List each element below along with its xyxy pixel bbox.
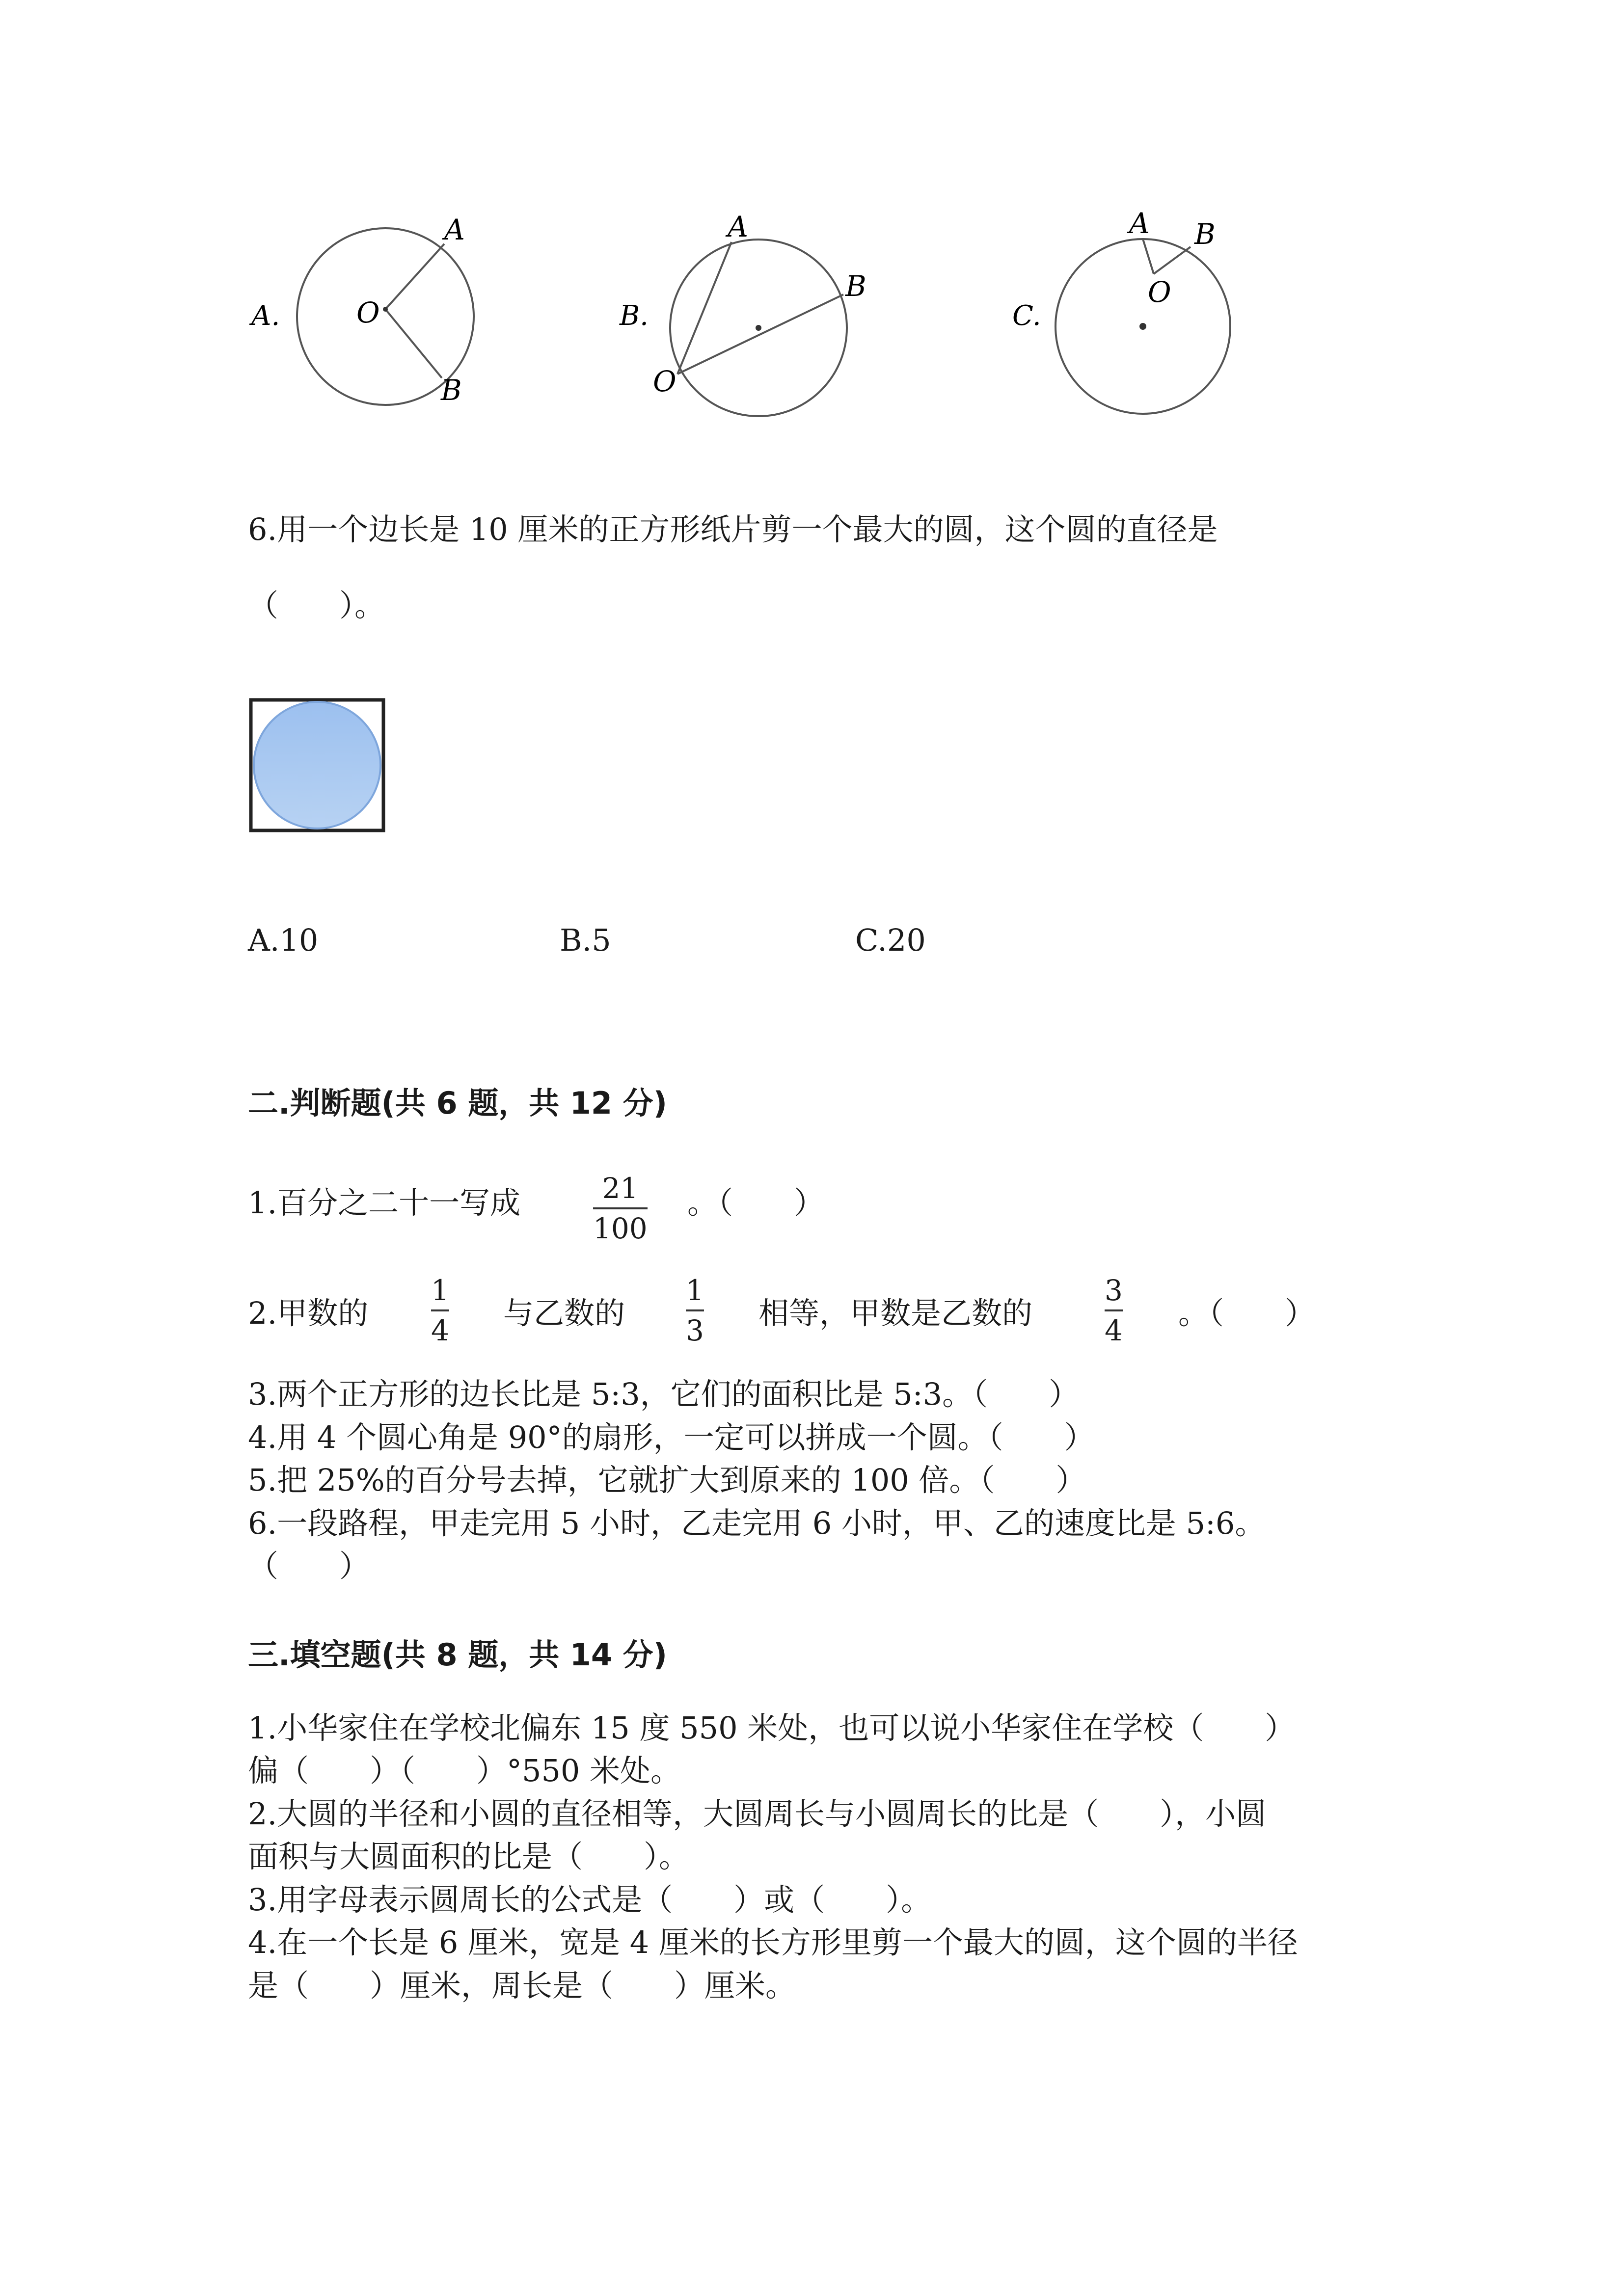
s2-q2-f1-denominator: 4 <box>431 1314 449 1347</box>
figure-a-option-label: A. <box>251 300 280 332</box>
inscribed-circle <box>254 702 380 828</box>
s3-q1-line2: 偏（ ）（ ）°550 米处。 <box>248 1753 681 1789</box>
figure-c-segment-ob <box>1154 247 1191 274</box>
s2-q3-text: 3.两个正方形的边长比是 5:3，它们的面积比是 5:3。（ ） <box>248 1376 1080 1412</box>
figure-a-radius-oa <box>385 244 444 309</box>
s2-q2-f1-numerator: 1 <box>431 1274 449 1307</box>
s2-q1-text-pre: 1.百分之二十一写成 <box>248 1185 521 1221</box>
s2-q2-text-mid2: 相等，甲数是乙数的 <box>758 1295 1033 1331</box>
s2-q2-fraction-1 <box>431 1276 449 1345</box>
fraction-bar <box>593 1207 648 1209</box>
figure-a-center-dot <box>383 307 388 312</box>
s3-q4-line1: 4.在一个长是 6 厘米，宽是 4 厘米的长方形里剪一个最大的圆，这个圆的半径 <box>248 1924 1298 1960</box>
s2-q5-text: 5.把 25%的百分号去掉，它就扩大到原来的 100 倍。（ ） <box>248 1462 1086 1498</box>
q6-option-c: C.20 <box>855 922 926 958</box>
s2-q1-fraction-numerator: 21 <box>602 1172 639 1205</box>
figure-b-option-label: B. <box>620 300 649 332</box>
s2-q4-text: 4.用 4 个圆心角是 90°的扇形，一定可以拼成一个圆。（ ） <box>248 1419 1095 1455</box>
question-6-text: 6.用一个边长是 10 厘米的正方形纸片剪一个最大的圆，这个圆的直径是 <box>248 511 1218 547</box>
s2-q2-text-post: 。（ ） <box>1178 1295 1316 1331</box>
s2-q1-fraction-denominator: 100 <box>593 1212 648 1245</box>
question-6-blank: （ ）。 <box>248 587 385 623</box>
s2-q6-text: 6.一段路程，甲走完用 5 小时，乙走完用 6 小时，甲、乙的速度比是 5:6。 <box>248 1505 1266 1541</box>
fraction-bar <box>431 1309 449 1311</box>
s2-q2-f2-denominator: 3 <box>686 1314 704 1347</box>
s3-q2-line1: 2.大圆的半径和小圆的直径相等，大圆周长与小圆周长的比是（ ），小圆 <box>248 1796 1267 1832</box>
s2-q6-blank: （ ） <box>248 1548 370 1584</box>
s2-q2-fraction-3 <box>1105 1276 1123 1345</box>
fraction-bar <box>686 1309 704 1311</box>
figure-c-label-b: B <box>1194 217 1216 251</box>
figure-a-label-o: O <box>356 296 380 329</box>
q6-option-b: B.5 <box>560 922 611 958</box>
s2-q2-fraction-2 <box>686 1276 704 1345</box>
section-3-heading: 三.填空题(共 8 题，共 14 分) <box>248 1637 667 1673</box>
figure-c-segment-oa <box>1143 239 1154 274</box>
figure-b-label-a: A <box>728 210 748 243</box>
s2-q1-fraction <box>593 1174 648 1243</box>
figure-c-option-label: C. <box>1012 300 1041 332</box>
figure-b-chord-oa <box>677 242 731 374</box>
square-with-circle-figure <box>248 697 390 834</box>
section-2-heading: 二.判断题(共 6 题，共 12 分) <box>248 1085 667 1121</box>
figure-b-label-b: B <box>845 269 866 303</box>
figure-a-label-a: A <box>444 213 465 246</box>
figure-b-center-dot <box>756 325 761 331</box>
s3-q1-line1: 1.小华家住在学校北偏东 15 度 550 米处，也可以说小华家住在学校（ ） <box>248 1710 1296 1746</box>
figure-c-center-dot <box>1139 323 1146 330</box>
s2-q1-text-post: 。（ ） <box>687 1185 825 1221</box>
s2-q2-f2-numerator: 1 <box>686 1274 704 1307</box>
s3-q4-line2: 是（ ）厘米，周长是（ ）厘米。 <box>248 1968 796 2003</box>
figure-a-label-b: B <box>441 374 462 407</box>
fraction-bar <box>1105 1309 1123 1311</box>
s3-q3-text: 3.用字母表示圆周长的公式是（ ）或（ ）。 <box>248 1882 932 1918</box>
figure-b-diameter-ob <box>677 294 843 374</box>
figure-c-label-a: A <box>1129 207 1150 240</box>
q6-option-a: A.10 <box>248 922 319 958</box>
figure-a-radius-ob <box>385 309 442 378</box>
circle-options-figure <box>0 187 1624 442</box>
s2-q2-f3-numerator: 3 <box>1105 1274 1123 1307</box>
s2-q2-text-mid1: 与乙数的 <box>503 1295 625 1331</box>
s3-q2-line2: 面积与大圆面积的比是（ ）。 <box>248 1839 690 1874</box>
s2-q2-text-pre: 2.甲数的 <box>248 1295 369 1331</box>
s2-q2-f3-denominator: 4 <box>1105 1314 1123 1347</box>
figure-c-label-o: O <box>1148 275 1171 309</box>
figure-b-label-o: O <box>653 365 677 398</box>
